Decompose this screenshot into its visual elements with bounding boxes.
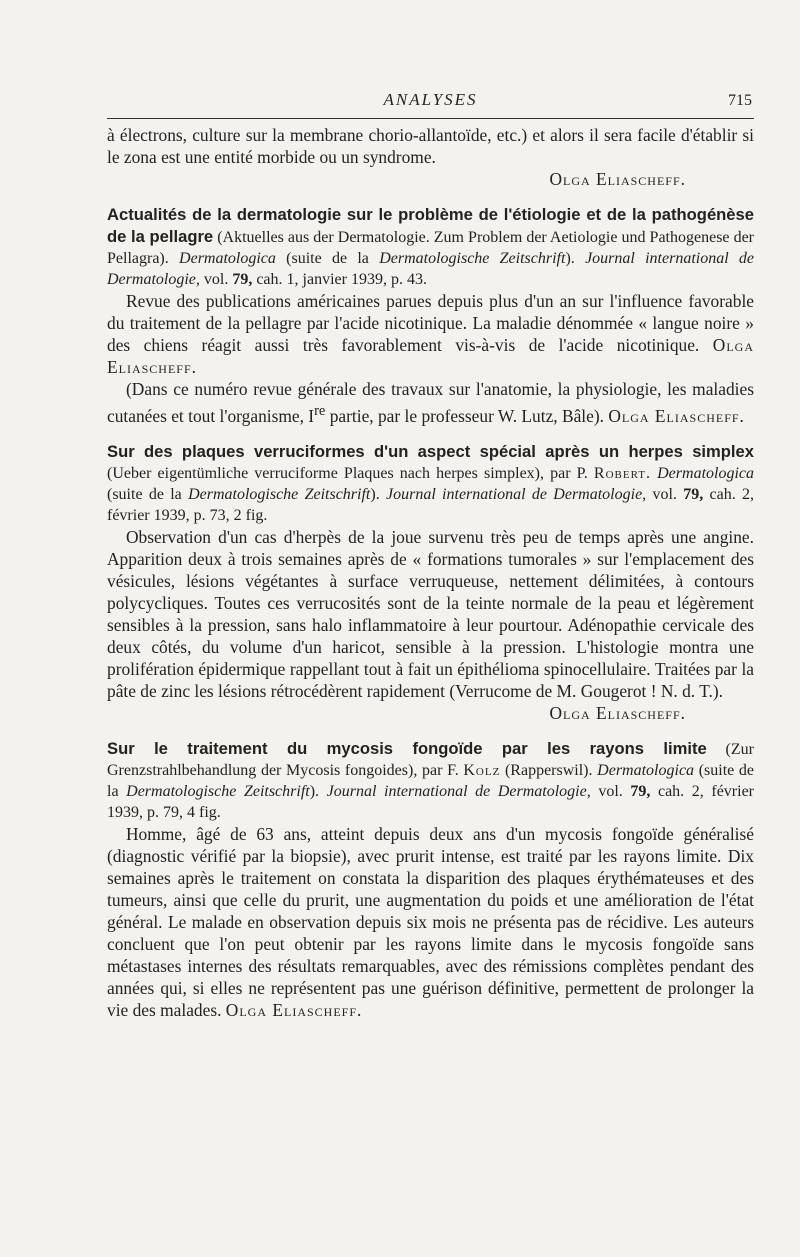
article-reference: Sur le traitement du mycosis fongoïde par les rayons limite (Zur Grenzstrahlbehandlung der Mycosis fongoides), par F. Kolz (Rapperswil). Dermatologica (suite de la Dermatologische Zeitschrift). Journal international de Dermatologie, vol. 79, cah. 2, février 1939, p. 79, 4 fig. xyxy=(107,738,755,821)
article-author: Kolz xyxy=(463,761,501,779)
signature-line xyxy=(107,702,754,724)
volume-number: 79, xyxy=(683,485,704,503)
author-signature: Olga Eliascheff. xyxy=(225,999,363,1020)
journal-supplement: Dermatologische Zeitschrift xyxy=(188,485,371,503)
journal-title: Journal international de Dermatologie, xyxy=(107,250,755,288)
running-header xyxy=(107,90,754,114)
article-mycosis xyxy=(107,738,754,1021)
volume-number: 79, xyxy=(630,782,651,800)
author-signature: Olga Eliascheff. xyxy=(107,335,754,377)
article-title: Sur des plaques verruciformes d'un aspect spécial après un herpes simplex xyxy=(107,441,754,461)
journal-name: Dermatologica xyxy=(657,464,754,482)
abstract-paragraph: Observation d'un cas d'herpès de la joue survenu très peu de temps après une angine. Apparition deux à trois semaines après de « formations tumorales » sur l'emplacement des vésicules, lésions végétantes à surface verruqueuse, nettement délimitées, à contours polycycliques. Toutes ces verrucosités sont de la teinte normale de la peau et légèrement sensibles à la pression, sans halo inflammatoire à leur pourtour. Adénopathie cervicale des deux côtés, du volume d'un haricot, sensible à la pression. L'histologie montra une prolifération épidermique rappellant tout à fait un épithélioma spinocellulaire. Traitées par la pâte de zinc les lésions rétrocédèrent rapidement (Verrucome de M. Gougerot ! N. d. T.). xyxy=(107,526,754,701)
article-reference: Sur des plaques verruciformes d'un aspect spécial après un herpes simplex (Ueber eigentümliche verruciforme Plaques nach herpes simplex), par P. Robert. Dermatologica (suite de la Dermatologische Zeitschrift). Journal international de Dermatologie, vol. 79, cah. 2, février 1939, p. 73, 2 fig. xyxy=(107,441,754,524)
journal-supplement: Dermatologische Zeitschrift xyxy=(126,782,310,800)
intro-paragraph xyxy=(107,124,754,168)
article-author: Robert. xyxy=(593,464,651,482)
volume-number: 79, xyxy=(232,271,253,288)
article-title: Actualités de la dermatologie sur le problème de l'étiologie et de la pathogénèse de la pellagre xyxy=(107,205,754,246)
article-title: Sur le traitement du mycosis fongoïde par les rayons limite xyxy=(107,738,707,758)
author-signature: Olga Eliascheff. xyxy=(549,702,686,723)
author-signature: Olga Eliascheff. xyxy=(549,169,686,189)
journal-name: Dermatologica xyxy=(179,250,276,267)
intro-text: à électrons, culture sur la membrane chorio-allantoïde, etc.) et alors il sera facile d'établir si le zona est une entité morbide ou un syndrome. xyxy=(107,125,754,167)
page-body xyxy=(107,124,754,1021)
header-rule xyxy=(107,118,754,119)
article-herpes xyxy=(107,441,754,724)
abstract-paragraph: Revue des publications américaines parues depuis plus d'un an sur l'influence favorable du traitement de la pellagre par l'acide nicotinique. La maladie dénommée « langue noire » des chiens réagit aussi très favorablement vis-à-vis de l'acide nicotinique. Olga Eliascheff. xyxy=(107,291,754,377)
author-signature: Olga Eliascheff. xyxy=(608,405,745,426)
journal-supplement: Dermatologische Zeitschrift xyxy=(379,250,566,267)
page-number: 715 xyxy=(728,92,752,109)
abstract-paragraph: (Dans ce numéro revue générale des travaux sur l'anatomie, la physiologie, les maladies cutanées et tout l'organisme, Ire partie, par le professeur W. Lutz, Bâle). Olga Eliascheff. xyxy=(107,379,754,426)
article-pellagre xyxy=(107,204,754,427)
article-reference: Actualités de la dermatologie sur le problème de l'étiologie et de la pathogénèse de la pellagre (Aktuelles aus der Dermatologie. Zum Problem der Aetiologie und Pathogenese der Pellagra). Dermatologica (suite de la Dermatologische Zeitschrift). Journal international de Dermatologie, vol. 79, cah. 1, janvier 1939, p. 43. xyxy=(107,205,755,288)
running-title: ANALYSES xyxy=(383,90,478,109)
journal-title: Journal international de Dermatologie, xyxy=(385,485,647,503)
journal-name: Dermatologica xyxy=(597,761,695,779)
journal-title: Journal international de Dermatologie, xyxy=(326,782,591,800)
abstract-paragraph: Homme, âgé de 63 ans, atteint depuis deux ans d'un mycosis fongoïde généralisé (diagnostic vérifié par la biopsie), avec prurit intense, est traité par les rayons limite. Dix semaines après le traitement on constata la disparition des plaques érythémateuses et des tumeurs, ainsi que celle du prurit, une augmentation du poids et une amélioration de l'état général. Le malade en observation depuis six mois ne présenta pas de récidive. Les auteurs concluent que l'on peut obtenir par les rayons limite dans le mycosis fongoïde sans métastases internes des résultats remarquables, avec des rémissions complètes pendant des années qui, si elles ne représentent pas une guérison définitive, permettent de prolonger la vie des malades. Olga Eliascheff. xyxy=(107,823,754,1020)
intro-signature-line xyxy=(107,168,754,190)
